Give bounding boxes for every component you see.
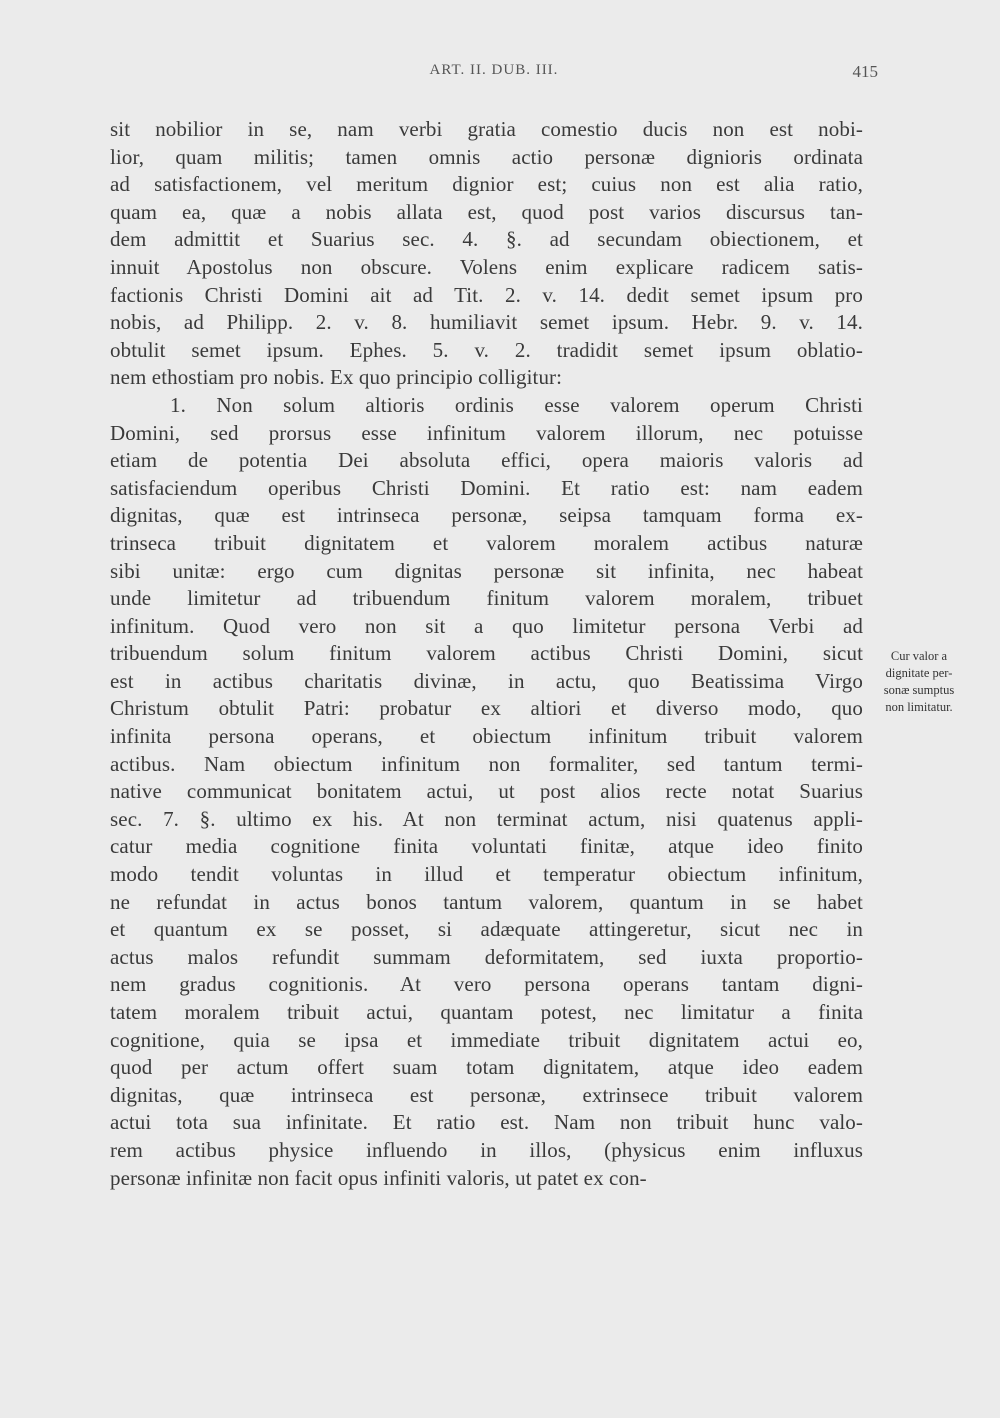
text-line: personæ infinitæ non facit opus infiniti valoris, ut patet ex con-	[110, 1165, 647, 1190]
text-line: nem ethostiam pro nobis. Ex quo principio colligitur:	[110, 365, 563, 390]
text-line: Christum obtulit Patri: probatur ex altiori et diverso modo, quo	[110, 696, 863, 721]
text-line: 1. Non solum altioris ordinis esse valorem operum Christi	[170, 392, 863, 417]
text-line: infinitum. Quod vero non sit a quo limitetur persona Verbi ad	[110, 613, 863, 638]
body-text	[110, 116, 863, 1192]
text-line: actibus. Nam obiectum infinitum non formaliter, sed tantum termi-	[110, 751, 863, 776]
text-line: factionis Christi Domini ait ad Tit. 2. v. 14. dedit semet ipsum pro	[110, 282, 863, 307]
text-line: unde limitetur ad tribuendum finitum valorem moralem, tribuet	[110, 586, 863, 611]
text-line: nem gradus cognitionis. At vero persona operans tantam digni-	[110, 972, 863, 997]
text-line: modo tendit voluntas in illud et temperatur obiectum infinitum,	[110, 862, 863, 887]
text-line: actui tota sua infinitate. Et ratio est. Nam non tribuit hunc valo-	[110, 1110, 863, 1135]
text-line: dem admittit et Suarius sec. 4. §. ad secundam obiectionem, et	[110, 227, 863, 252]
text-line: dignitas, quæ intrinseca est personæ, extrinsece tribuit valorem	[110, 1082, 863, 1107]
text-line: obtulit semet ipsum. Ephes. 5. v. 2. tradidit semet ipsum oblatio-	[110, 337, 863, 362]
text-line: etiam de potentia Dei absoluta effici, opera maioris valoris ad	[110, 448, 863, 473]
margin-note-line: sonæ sumptus	[883, 683, 955, 697]
text-line: infinita persona operans, et obiectum infinitum tribuit valorem	[110, 724, 863, 749]
text-line: native communicat bonitatem actui, ut post alios recte notat Suarius	[110, 779, 863, 804]
text-line: tribuendum solum finitum valorem actibus Christi Domini, sicut	[110, 641, 863, 666]
running-head-title: ART. II. DUB. III.	[429, 62, 559, 78]
text-line: et quantum ex se posset, si adæquate attingeretur, sicut nec in	[110, 917, 863, 942]
text-line: satisfaciendum operibus Christi Domini. Et ratio est: nam eadem	[110, 475, 863, 500]
running-head	[110, 62, 878, 86]
text-line: ne refundat in actus bonos tantum valorem, quantum in se habet	[110, 889, 863, 914]
text-line: innuit Apostolus non obscure. Volens enim explicare radicem satis-	[110, 254, 863, 279]
text-line: dignitas, quæ est intrinseca personæ, seipsa tamquam forma ex-	[110, 503, 863, 528]
text-line: catur media cognitione finita voluntati finitæ, atque ideo finito	[110, 834, 863, 859]
margin-note	[869, 648, 969, 716]
text-line: Domini, sed prorsus esse infinitum valorem illorum, nec potuisse	[110, 420, 863, 445]
text-line: nobis, ad Philipp. 2. v. 8. humiliavit semet ipsum. Hebr. 9. v. 14.	[110, 310, 863, 335]
text-line: sec. 7. §. ultimo ex his. At non terminat actum, nisi quatenus appli-	[110, 806, 863, 831]
text-line: sibi unitæ: ergo cum dignitas personæ sit infinita, nec habeat	[110, 558, 863, 583]
text-line: sit nobilior in se, nam verbi gratia comestio ducis non est nobi-	[110, 117, 863, 141]
text-line: ad satisfactionem, vel meritum dignior est; cuius non est alia ratio,	[110, 172, 863, 197]
text-line: est in actibus charitatis divinæ, in actu, quo Beatissima Virgo	[110, 668, 863, 693]
text-line: trinseca tribuit dignitatem et valorem moralem actibus naturæ	[110, 530, 863, 555]
text-line: quam ea, quæ a nobis allata est, quod post varios discursus tan-	[110, 199, 863, 224]
text-line: lior, quam militis; tamen omnis actio personæ dignioris ordinata	[110, 144, 863, 169]
margin-note-line: Cur valor a	[890, 649, 948, 663]
text-line: quod per actum offert suam totam dignitatem, atque ideo eadem	[110, 1055, 863, 1080]
text-line: cognitione, quia se ipsa et immediate tribuit dignitatem actui eo,	[110, 1027, 863, 1052]
page-number: 415	[852, 62, 878, 81]
text-line: rem actibus physice influendo in illos, (physicus enim influxus	[110, 1137, 863, 1162]
text-line: tatem moralem tribuit actui, quantam potest, nec limitatur a finita	[110, 1000, 863, 1024]
text-line: actus malos refundit summam deformitatem, sed iuxta proportio-	[110, 944, 863, 969]
margin-note-line: dignitate per-	[885, 666, 953, 680]
margin-note-line: non limitatur.	[885, 700, 953, 714]
